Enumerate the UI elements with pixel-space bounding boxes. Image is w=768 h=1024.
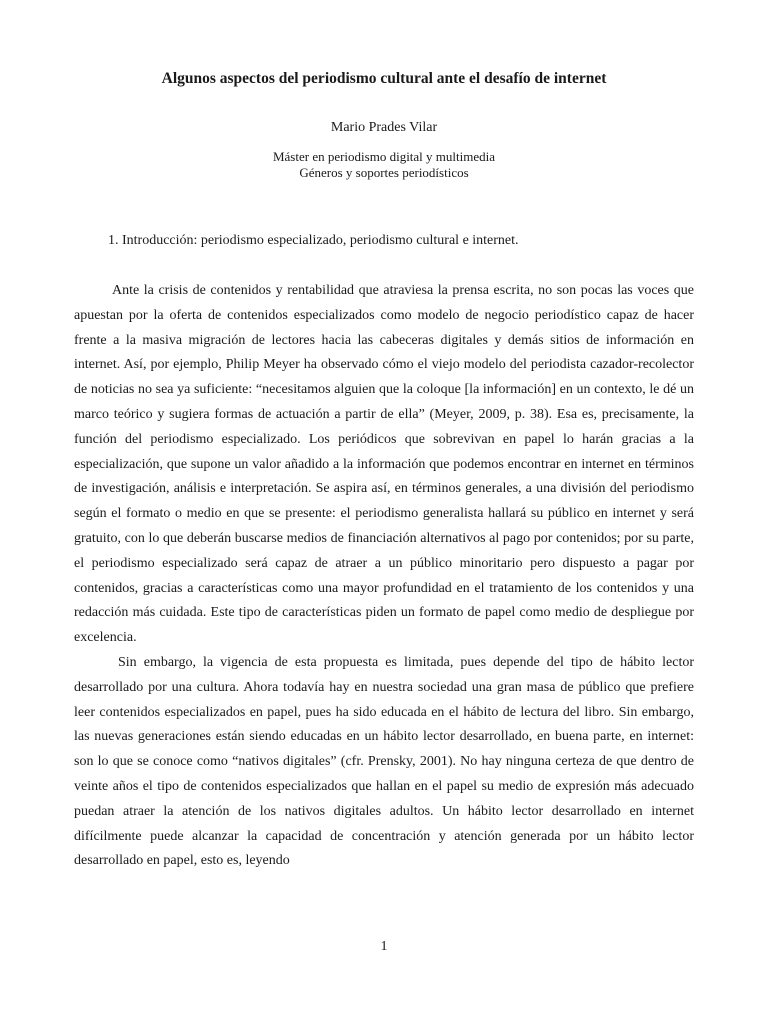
body-text (74, 279, 694, 874)
paragraph: Ante la crisis de contenidos y rentabilidad que atraviesa la prensa escrita, no son pocas las voces que apuestan por la oferta de contenidos especializados como modelo de negocio periodístico capaz de hacer frente a la masiva migración de lectores hacia las cabeceras digitales y demás sitios de información en internet. Así, por ejemplo, Philip Meyer ha observado cómo el viejo modelo del periodista cazador-recolector de noticias no sea ya suficiente: “necesitamos alguien que la coloque [la información] en un contexto, le dé un marco teórico y sugiera formas de actuación a partir de ella” (Meyer, 2009, p. 38). Esa es, precisamente, la función del periodismo especializado. Los periódicos que sobrevivan en papel lo harán gracias a la especialización, que supone un valor añadido a la información que podemos encontrar en internet en términos de investigación, análisis e interpretación. Se aspira así, en términos generales, a una división del periodismo según el formato o medio en que se presente: el periodismo generalista hallará su público en internet y será gratuito, con lo que deberán buscarse medios de financiación alternativos al pago por contenidos; por su parte, el periodismo especializado será capaz de atraer a un público minoritario pero dispuesto a pagar por contenidos, gracias a características como una mayor profundidad en el tratamiento de los contenidos y una redacción más cuidada. Este tipo de características piden un formato de papel como medio de despliegue por excelencia. (74, 283, 694, 646)
paragraph: Sin embargo, la vigencia de esta propuesta es limitada, pues depende del tipo de hábito lector desarrollado por una cultura. Ahora todavía hay en nuestra sociedad una gran masa de público que prefiere leer contenidos especializados en papel, pues ha sido educada en el hábito de lectura del libro. Sin embargo, las nuevas generaciones están siendo educadas en un hábito lector desarrollado, en buena parte, en internet: son lo que se conoce como “nativos digitales” (cfr. Prensky, 2001). No hay ninguna certeza de que dentro de veinte años el tipo de contenidos especializados que hallan en el papel su medio de expresión más adecuado puedan atraer la atención de los nativos digitales adultos. Un hábito lector desarrollado en internet difícilmente puede alcanzar la capacidad de concentración y atención generada por un hábito lector desarrollado en papel, esto es, leyendo (74, 654, 694, 869)
section-heading: 1. Introducción: periodismo especializado, periodismo cultural e internet. (108, 233, 519, 248)
course-info (0, 149, 768, 181)
program-name: Máster en periodismo digital y multimedia (272, 149, 496, 164)
page-number: 1 (380, 939, 388, 954)
course-name: Géneros y soportes periodísticos (299, 165, 469, 180)
document-title: Algunos aspectos del periodismo cultural ante el desafío de internet (161, 70, 607, 87)
author-name: Mario Prades Vilar (330, 120, 438, 135)
